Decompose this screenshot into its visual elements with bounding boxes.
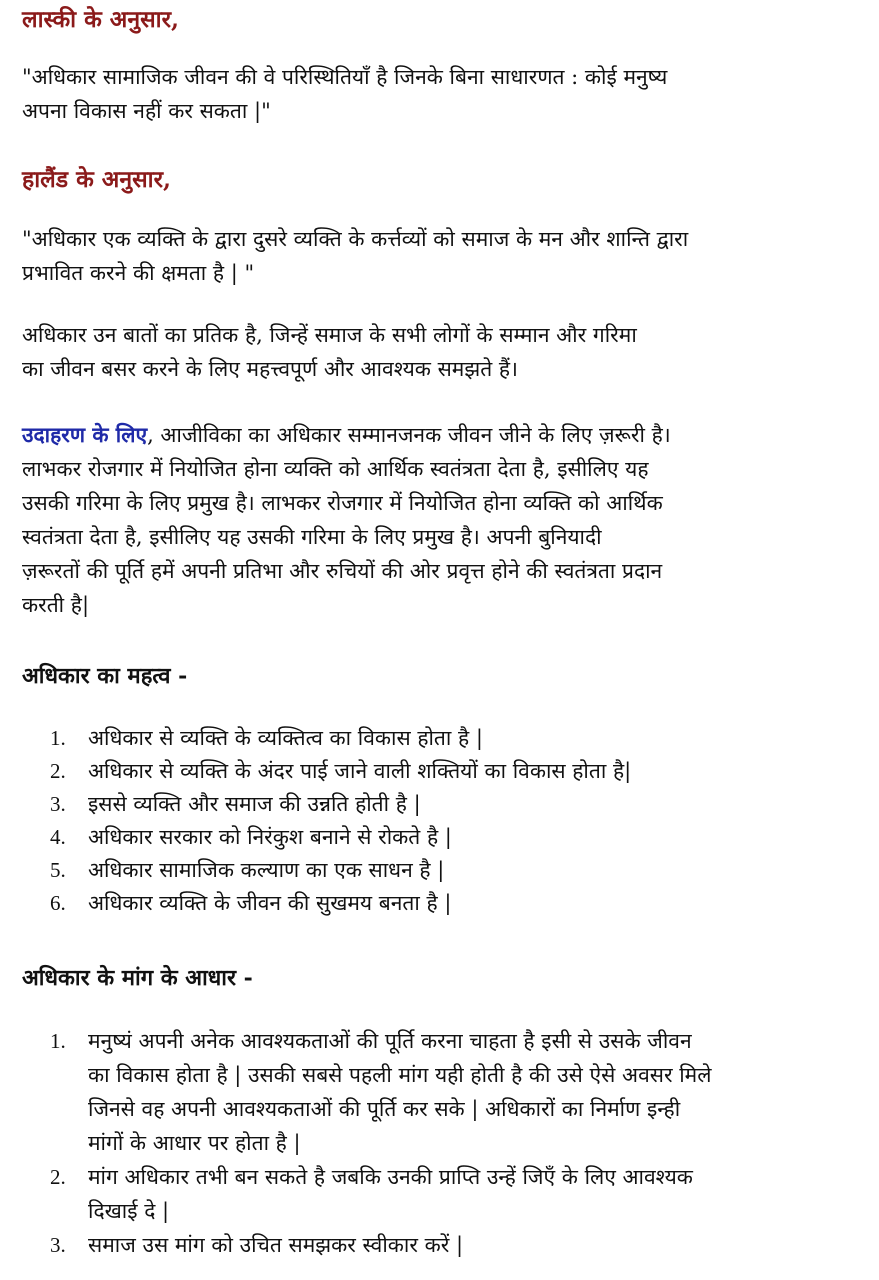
list-number: 2.: [50, 1165, 66, 1189]
definition-line: का जीवन बसर करने के लिए महत्त्वपूर्ण और आवश्यक समझते हैं।: [22, 357, 518, 381]
list-item: [50, 788, 860, 821]
importance-heading: अधिकार का महत्व -: [22, 663, 188, 689]
example-line: करती है|: [22, 593, 90, 617]
list-item-text: अधिकार से व्यक्ति के व्यक्तित्व का विकास होता है |: [88, 726, 483, 750]
holland-quote: [22, 222, 862, 290]
laski-quote-line: अपना विकास नहीं कर सकता |": [22, 99, 271, 123]
example-line: ज़रूरतों की पूर्ति हमें अपनी प्रतिभा और रुचियों की ओर प्रवृत्त होने की स्वतंत्रता प्रदान: [22, 559, 663, 583]
list-item: [50, 755, 860, 788]
importance-list: [50, 722, 860, 920]
list-item-text: अधिकार से व्यक्ति के अंदर पाई जाने वाली शक्तियों का विकास होता है|: [88, 759, 632, 783]
example-line: स्वतंत्रता देता है, इसीलिए यह उसकी गरिमा के लिए प्रमुख है। अपनी बुनियादी: [22, 525, 602, 549]
list-number: 6.: [50, 891, 66, 915]
holland-heading: हालैंड के अनुसार,: [22, 166, 172, 193]
list-item-line: समाज उस मांग को उचित समझकर स्वीकार करें |: [88, 1233, 464, 1257]
list-item-line: मांगों के आधार पर होता है |: [88, 1131, 301, 1155]
list-number: 3.: [50, 1233, 66, 1257]
list-item: [50, 1160, 860, 1228]
list-item-line: जिनसे वह अपनी आवश्यकताओं की पूर्ति कर सके | अधिकारों का निर्माण इन्ही: [88, 1097, 681, 1121]
holland-quote-line: प्रभावित करने की क्षमता है | ": [22, 261, 255, 285]
basis-list: [50, 1024, 860, 1262]
example-paragraph: [22, 418, 862, 622]
list-item-line: दिखाई दे |: [88, 1199, 170, 1223]
list-item-line: मांग अधिकार तभी बन सकते है जबकि उनकी प्राप्ति उन्हें जिएँ के लिए आवश्यक: [88, 1165, 693, 1189]
list-item: [50, 854, 860, 887]
example-lead: उदाहरण के लिए: [22, 422, 148, 447]
list-number: 1.: [50, 726, 66, 750]
example-first-line: [22, 418, 862, 452]
list-number: 5.: [50, 858, 66, 882]
list-item: [50, 1024, 860, 1160]
list-item-text: अधिकार सरकार को निरंकुश बनाने से रोकते है |: [88, 825, 452, 849]
laski-quote: [22, 60, 862, 128]
laski-heading: लास्की के अनुसार,: [22, 6, 180, 33]
list-item: [50, 821, 860, 854]
list-item-line: मनुष्यं अपनी अनेक आवश्यकताओं की पूर्ति करना चाहता है इसी से उसके जीवन: [88, 1029, 692, 1053]
list-number: 2.: [50, 759, 66, 783]
list-item-text: अधिकार सामाजिक कल्याण का एक साधन है |: [88, 858, 445, 882]
definition-line: अधिकार उन बातों का प्रतिक है, जिन्हें समाज के सभी लोगों के सम्मान और गरिमा: [22, 323, 637, 347]
list-number: 4.: [50, 825, 66, 849]
example-first-line-rest: , आजीविका का अधिकार सम्मानजनक जीवन जीने के लिए ज़रूरी है।: [147, 423, 671, 447]
list-item: [50, 887, 860, 920]
laski-quote-line: "अधिकार सामाजिक जीवन की वे परिस्थितियाँ है जिनके बिना साधारणत : कोई मनुष्य: [22, 65, 668, 89]
list-item-line: का विकास होता है | उसकी सबसे पहली मांग यही होती है की उसे ऐसे अवसर मिले: [88, 1063, 712, 1087]
basis-heading: अधिकार के मांग के आधार -: [22, 965, 253, 991]
holland-quote-line: "अधिकार एक व्यक्ति के द्वारा दुसरे व्यक्ति के कर्त्तव्यों को समाज के मन और शान्ति द्वारा: [22, 227, 689, 251]
list-item-text: इससे व्यक्ति और समाज की उन्नति होती है |: [88, 792, 421, 816]
list-item: [50, 722, 860, 755]
example-line: लाभकर रोजगार में नियोजित होना व्यक्ति को आर्थिक स्वतंत्रता देता है, इसीलिए यह: [22, 457, 649, 481]
list-number: 3.: [50, 792, 66, 816]
definition-paragraph: [22, 318, 862, 386]
list-item-text: अधिकार व्यक्ति के जीवन की सुखमय बनता है |: [88, 891, 452, 915]
example-line: उसकी गरिमा के लिए प्रमुख है। लाभकर रोजगार में नियोजित होना व्यक्ति को आर्थिक: [22, 491, 663, 515]
list-item: [50, 1228, 860, 1262]
list-number: 1.: [50, 1029, 66, 1053]
